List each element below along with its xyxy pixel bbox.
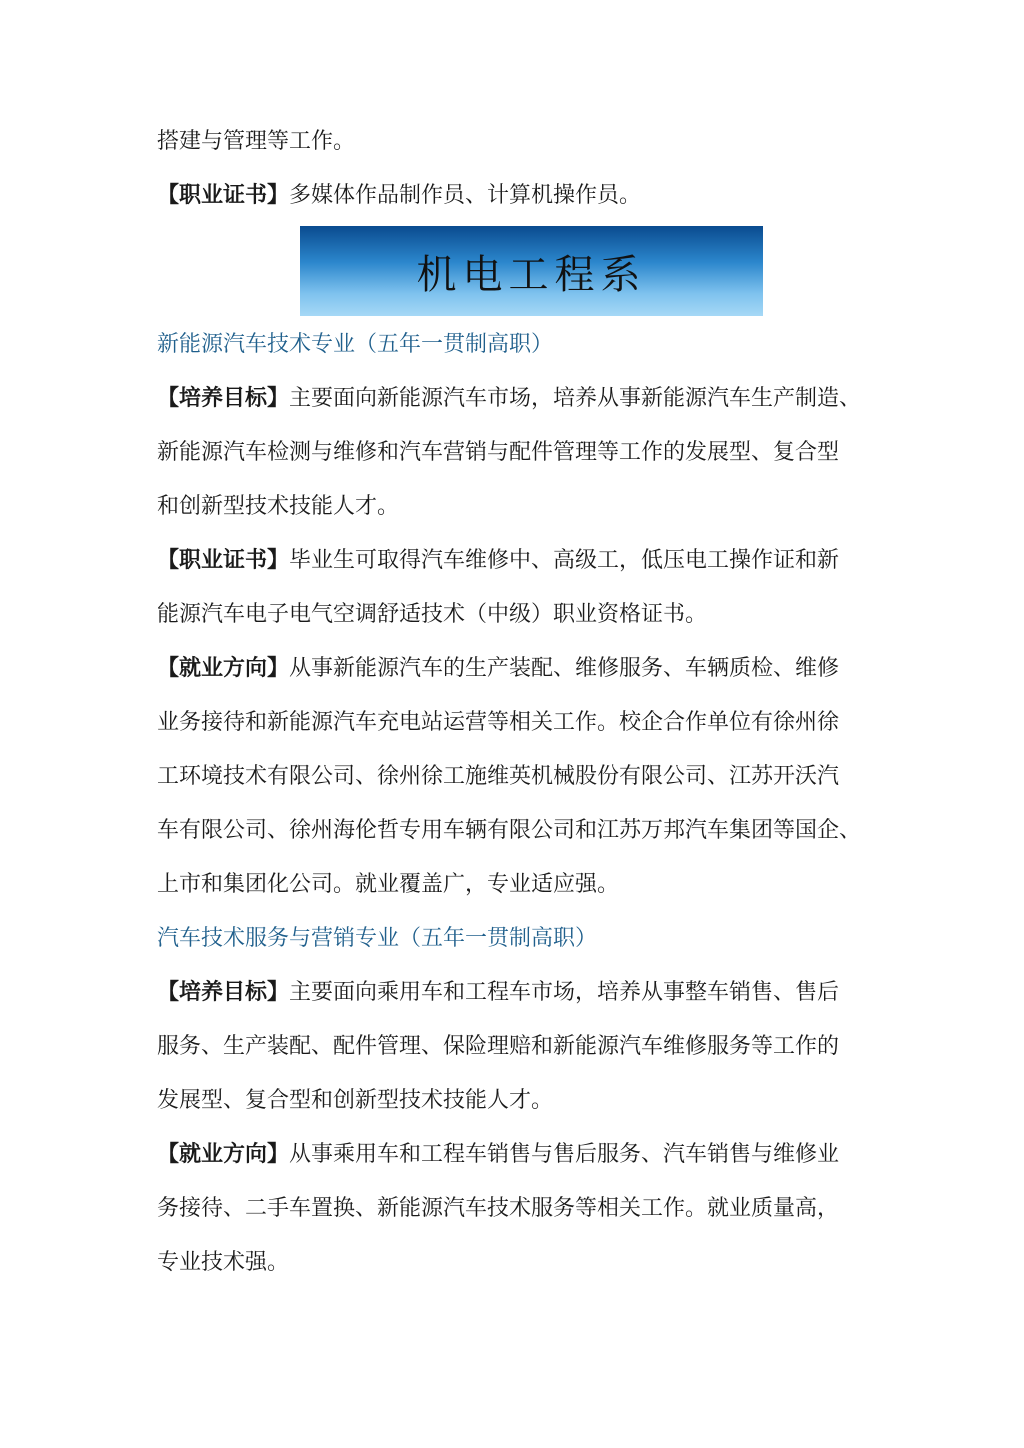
goal-paragraph-1 <box>157 385 877 520</box>
job-paragraph-2 <box>157 1141 877 1276</box>
major-title-2: 汽车技术服务与营销专业（五年一贯制高职） <box>157 926 598 951</box>
continuation-line: 搭建与管理等工作。 <box>157 129 356 154</box>
goal-line: 和创新型技术技能人才。 <box>157 494 400 519</box>
job-line <box>157 1141 877 1168</box>
goal-line <box>157 979 877 1006</box>
cert-tag: 【职业证书】 <box>157 547 290 573</box>
cert-paragraph-1 <box>157 547 877 628</box>
job-line: 务接待、二手车置换、新能源汽车技术服务等相关工作。就业质量高， <box>157 1196 840 1221</box>
job-tag: 【就业方向】 <box>157 1141 290 1167</box>
goal-tag: 【培养目标】 <box>157 979 290 1005</box>
cert-text: 毕业生可取得汽车维修中、高级工，低压电工操作证和新 <box>289 548 840 573</box>
job-line: 业务接待和新能源汽车充电站运营等相关工作。校企合作单位有徐州徐 <box>157 710 840 735</box>
job-line: 车有限公司、徐州海伦哲专用车辆有限公司和江苏万邦汽车集团等国企、 <box>157 818 862 843</box>
job-paragraph-1 <box>157 655 877 898</box>
goal-line: 服务、生产装配、配件管理、保险理赔和新能源汽车维修服务等工作的 <box>157 1034 840 1059</box>
cert-paragraph-top <box>157 182 877 209</box>
goal-line: 发展型、复合型和创新型技术技能人才。 <box>157 1088 554 1113</box>
cert-line <box>157 547 877 574</box>
job-line: 上市和集团化公司。就业覆盖广，专业适应强。 <box>157 872 620 897</box>
document-page <box>157 128 877 1276</box>
job-line: 工环境技术有限公司、徐州徐工施维英机械股份有限公司、江苏开沃汽 <box>157 764 840 789</box>
goal-tag: 【培养目标】 <box>157 385 290 411</box>
goal-line <box>157 385 877 412</box>
job-line <box>157 655 877 682</box>
job-text: 从事新能源汽车的生产装配、维修服务、车辆质检、维修 <box>289 656 840 681</box>
job-line: 专业技术强。 <box>157 1250 290 1275</box>
goal-paragraph-2 <box>157 979 877 1114</box>
department-title: 机电工程系 <box>416 251 647 298</box>
cert-tag: 【职业证书】 <box>157 182 290 208</box>
department-banner <box>300 226 763 316</box>
cert-line: 能源汽车电子电气空调舒适技术（中级）职业资格证书。 <box>157 602 708 627</box>
job-text: 从事乘用车和工程车销售与售后服务、汽车销售与维修业 <box>289 1142 840 1167</box>
major-title-1: 新能源汽车技术专业（五年一贯制高职） <box>157 332 554 357</box>
goal-line: 新能源汽车检测与维修和汽车营销与配件管理等工作的发展型、复合型 <box>157 440 840 465</box>
goal-text: 主要面向乘用车和工程车市场，培养从事整车销售、售后 <box>289 980 840 1005</box>
goal-text: 主要面向新能源汽车市场，培养从事新能源汽车生产制造、 <box>289 386 862 411</box>
job-tag: 【就业方向】 <box>157 655 290 681</box>
cert-text: 多媒体作品制作员、计算机操作员。 <box>289 183 642 208</box>
